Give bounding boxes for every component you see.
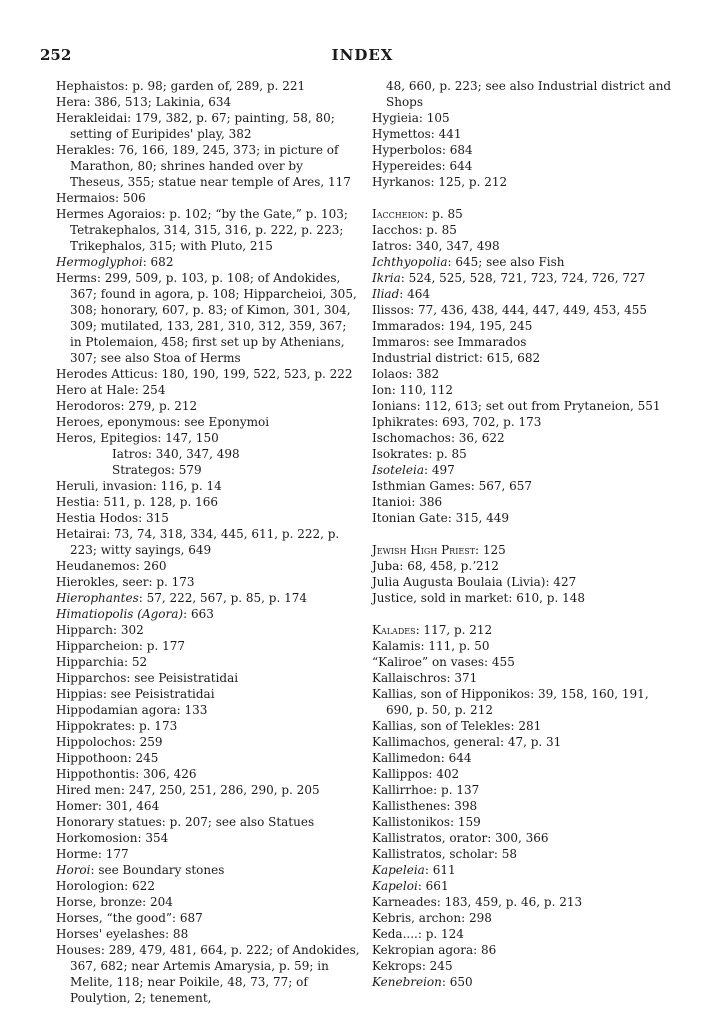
index-entry: Hestia: 511, p. 128, p. 166 [56,495,218,509]
index-entry: Heroes, eponymous: see Eponymoi [56,415,270,429]
index-entry: Hierokles, seer: p. 173 [56,575,195,589]
index-entry: Homer: 301, 464 [56,799,160,813]
entry-headword: Kapeloi [372,879,418,893]
index-entry: Kekrops: 245 [372,959,453,973]
index-entry: Kenebreion: 650 [372,975,473,989]
entry-headword: Jewish High Priest [372,543,476,557]
index-entry: Heudanemos: 260 [56,559,167,573]
index-entry: Kallaischros: 371 [372,671,478,685]
entry-headword: Ikria [372,271,401,285]
index-entry: Horoi: see Boundary stones [56,863,225,877]
index-entry: Kapeloi: 661 [372,879,449,893]
index-entry: Kallirrhoe: p. 137 [372,783,480,797]
index-entry: Kalades: 117, p. 212 [372,623,493,637]
index-entry: Hymettos: 441 [372,127,462,141]
index-entry: Iacchos: p. 85 [372,223,457,237]
index-entry: Julia Augusta Boulaia (Livia): 427 [372,575,577,589]
index-entry: Kallisthenes: 398 [372,799,478,813]
index-entry: Iaccheion: p. 85 [372,207,463,221]
index-entry: Industrial district: 615, 682 [372,351,541,365]
index-entry: Honorary statues: p. 207; see also Statues [56,815,315,829]
index-entry: “Kaliroe” on vases: 455 [372,655,515,669]
index-entry: Heruli, invasion: 116, p. 14 [56,479,222,493]
entry-headword: Kalades [372,623,416,637]
index-entry: Hippodamian agora: 133 [56,703,208,717]
index-entry: Karneades: 183, 459, p. 46, p. 213 [372,895,583,909]
index-entry: Horses, “the good”: 687 [56,911,203,925]
index-entry: Hypereides: 644 [372,159,473,173]
index-entry: Isoteleia: 497 [372,463,455,477]
index-entry: Juba: 68, 458, p.ʼ212 [372,559,499,573]
index-entry: Hermes Agoraios: p. 102; “by the Gate,” p. 103; Tetrakephalos, 314, 315, 316, p. 222, p. 223; Trikephalos, 315; with Pluto, 215 [56,207,348,253]
entry-headword: Himatiopolis (Agora) [56,607,184,621]
index-entry: Hera: 386, 513; Lakinia, 634 [56,95,232,109]
index-entry: Ischomachos: 36, 622 [372,431,505,445]
index-entry: Hygieia: 105 [372,111,450,125]
section-gap [372,526,678,542]
index-entry: Horse, bronze: 204 [56,895,173,909]
index-entry: Hipparch: 302 [56,623,144,637]
index-entry: Kebris, archon: 298 [372,911,492,925]
index-entry: Horses' eyelashes: 88 [56,927,189,941]
entry-headword: Iaccheion [372,207,425,221]
index-entry: Iatros: 340, 347, 498 [112,447,240,461]
index-entry: Keda....: p. 124 [372,927,464,941]
index-entry: Kekropian agora: 86 [372,943,497,957]
index-entry: Hyrkanos: 125, p. 212 [372,175,508,189]
entry-headword: Horoi [56,863,91,877]
index-entry: Justice, sold in market: 610, p. 148 [372,591,585,605]
index-entry: Horologion: 622 [56,879,155,893]
index-entry: Ichthyopolia: 645; see also Fish [372,255,565,269]
index-entry: Hestia Hodos: 315 [56,511,169,525]
index-entry: Hero at Hale: 254 [56,383,166,397]
index-entry: Horme: 177 [56,847,129,861]
index-entry: Hipparchia: 52 [56,655,148,669]
index-entry: Iliad: 464 [372,287,431,301]
index-entry: Hippothoon: 245 [56,751,159,765]
index-entry: Hermaios: 506 [56,191,146,205]
index-entry: Strategos: 579 [112,463,202,477]
index-entry: Hermoglyphoi: 682 [56,255,174,269]
index-entry: Hipparchos: see Peisistratidai [56,671,239,685]
index-entry: Heros, Epitegios: 147, 150 [56,431,219,445]
index-entry: Iphikrates: 693, 702, p. 173 [372,415,542,429]
index-entry: Immarados: 194, 195, 245 [372,319,533,333]
index-entry: Immaros: see Immarados [372,335,527,349]
section-gap [372,190,678,206]
index-entry: Hippias: see Peisistratidai [56,687,215,701]
section-gap [372,606,678,622]
index-entry: Iolaos: 382 [372,367,440,381]
index-entry: Kallias, son of Hipponikos: 39, 158, 160, 191, 690, p. 50, p. 212 [372,687,649,717]
index-entry: Herakles: 76, 166, 189, 245, 373; in picture of Marathon, 80; shrines handed over by Theseus, 355; statue near temple of Ares, 117 [56,143,351,189]
index-entry: Hyperbolos: 684 [372,143,473,157]
entry-headword: Iliad [372,287,400,301]
index-column-right [372,78,678,990]
index-entry: Hippokrates: p. 173 [56,719,178,733]
index-entry: Ikria: 524, 525, 528, 721, 723, 724, 726, 727 [372,271,646,285]
index-entry: Isthmian Games: 567, 657 [372,479,533,493]
index-entry: Horkomosion: 354 [56,831,169,845]
index-entry: 48, 660, p. 223; see also Industrial district and Shops [386,79,672,109]
index-entry: Himatiopolis (Agora): 663 [56,607,214,621]
entry-headword: Kenebreion [372,975,442,989]
index-entry: Kallias, son of Telekles: 281 [372,719,542,733]
index-entry: Hired men: 247, 250, 251, 286, 290, p. 205 [56,783,320,797]
index-entry: Hetairai: 73, 74, 318, 334, 445, 611, p. 222, p. 223; witty sayings, 649 [56,527,340,557]
index-entry: Kalamis: 111, p. 50 [372,639,490,653]
index-entry: Hippolochos: 259 [56,735,163,749]
entry-headword: Hierophantes [56,591,139,605]
index-entry: Ionians: 112, 613; set out from Prytaneion, 551 [372,399,661,413]
index-entry: Kallippos: 402 [372,767,460,781]
index-entry: Hierophantes: 57, 222, 567, p. 85, p. 174 [56,591,307,605]
index-entry: Herodoros: 279, p. 212 [56,399,198,413]
index-entry: Kallistratos, orator: 300, 366 [372,831,549,845]
index-entry: Isokrates: p. 85 [372,447,467,461]
index-entry: Kallistonikos: 159 [372,815,481,829]
index-entry: Kapeleia: 611 [372,863,456,877]
index-entry: Hephaistos: p. 98; garden of, 289, p. 221 [56,79,306,93]
index-entry: Herakleidai: 179, 382, p. 67; painting, 58, 80; setting of Euripides' play, 382 [56,111,335,141]
entry-headword: Hermoglyphoi [56,255,143,269]
index-entry: Iatros: 340, 347, 498 [372,239,500,253]
index-entry: Itonian Gate: 315, 449 [372,511,510,525]
index-entry: Herms: 299, 509, p. 103, p. 108; of Andokides, 367; found in agora, p. 108; Hipparcheioi, 305, 308; honorary, 607, p. 83; of Kimon, 301, 304, 309; mutilated, 133, 281, 310, 312, 359, 367; in Ptolemaion, 458; first set up by Athenians, 307; see also Stoa of Herms [56,271,357,365]
entry-headword: Kapeleia [372,863,425,877]
running-head: INDEX [331,46,394,64]
index-entry: Herodes Atticus: 180, 190, 199, 522, 523, p. 222 [56,367,353,381]
index-entry: Jewish High Priest: 125 [372,543,506,557]
index-entry: Ion: 110, 112 [372,383,453,397]
index-column-left [56,78,360,1006]
index-entry: Hipparcheion: p. 177 [56,639,185,653]
index-entry: Kallistratos, scholar: 58 [372,847,518,861]
page-number: 252 [40,46,72,64]
index-entry: Houses: 289, 479, 481, 664, p. 222; of Andokides, 367, 682; near Artemis Amarysia, p. 59; in Melite, 118; near Poikile, 48, 73, 77; of Poulytion, 2; tenement, [56,943,360,1005]
index-entry: Itanioi: 386 [372,495,443,509]
entry-headword: Ichthyopolia [372,255,448,269]
index-entry: Ilissos: 77, 436, 438, 444, 447, 449, 453, 455 [372,303,647,317]
index-entry: Kallimachos, general: 47, p. 31 [372,735,562,749]
entry-headword: Isoteleia [372,463,424,477]
index-entry: Kallimedon: 644 [372,751,472,765]
index-entry: Hippothontis: 306, 426 [56,767,197,781]
